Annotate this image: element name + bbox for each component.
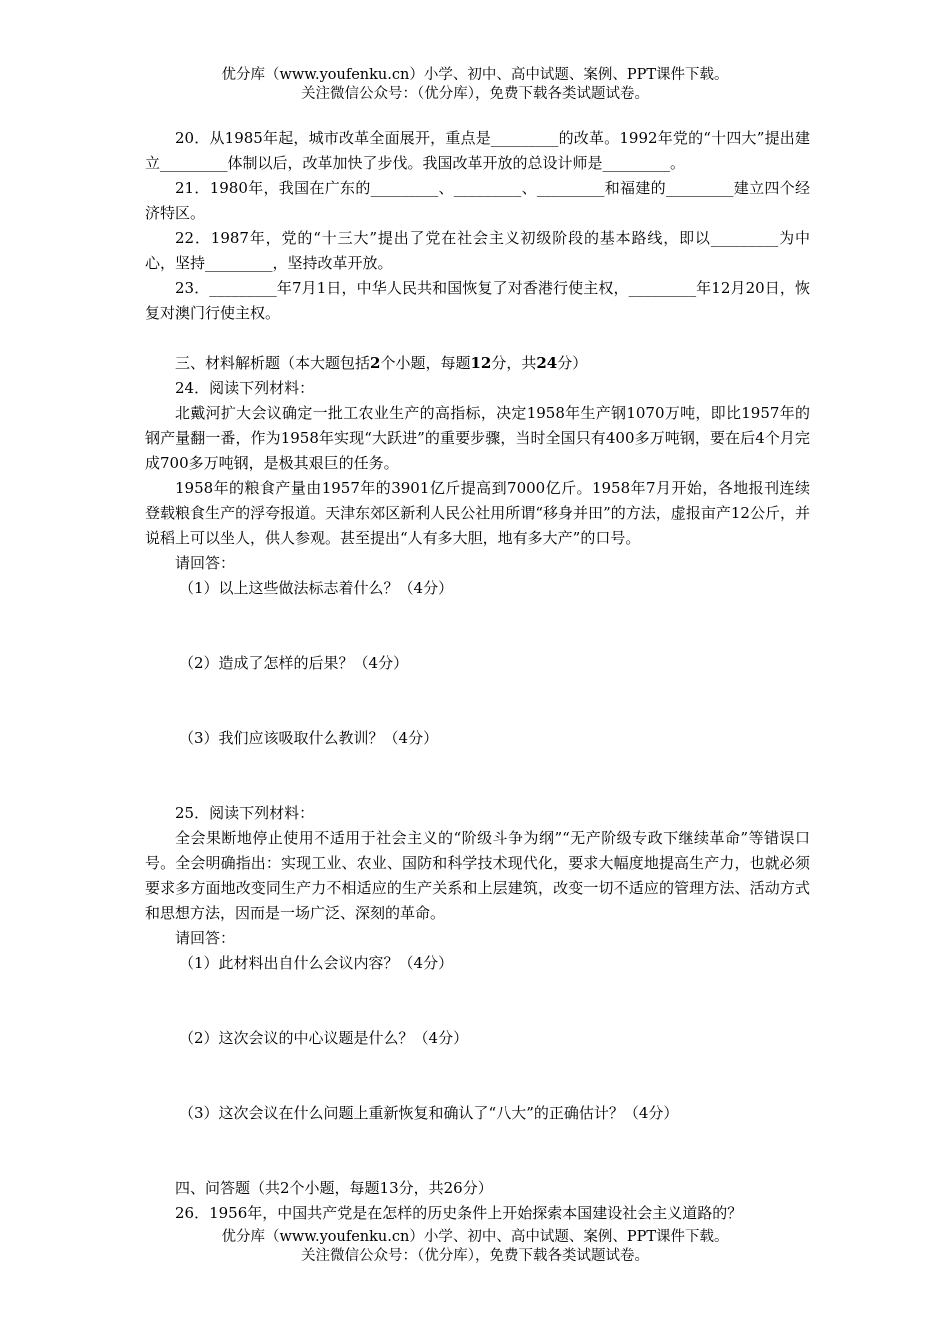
page-header — [0, 66, 950, 104]
section-3-title — [145, 351, 810, 376]
question-24-material-2: 1958年的粮食产量由1957年的3901亿斤提高到7000亿斤。1958年7月开始，各地报刊连续登载粮食生产的浮夸报道。天津东郊区新利人民公社用所谓“移身并田”的方法，虚报亩产12公斤，并说稻上可以坐人，供人参观。甚至提出“人有多大胆，地有多大产”的口号。 — [145, 479, 810, 547]
question-26: 26．1956年，中国共产党是在怎样的历史条件上开始探索本国建设社会主义道路的？ — [175, 1204, 743, 1222]
section-3-title-a: 三、材料解析题（本大题包括 — [175, 354, 371, 372]
section-3-title-b: 个小题，每题 — [380, 354, 471, 372]
question-22: 22．1987年，党的“十三大”提出了党在社会主义初级阶段的基本路线，即以_________为中心，坚持_________，坚持改革开放。 — [145, 229, 810, 272]
question-24-sub-3: （3）我们应该吸取什么教训？（4分） — [179, 729, 439, 747]
question-21: 21．1980年，我国在广东的_________、_________、_________和福建的_________建立四个经济特区。 — [145, 179, 810, 222]
footer-line-1: 优分库（www.youfenku.cn）小学、初中、高中试题、案例、PPT课件下载。 — [221, 1229, 729, 1245]
header-line-1: 优分库（www.youfenku.cn）小学、初中、高中试题、案例、PPT课件下载。 — [221, 67, 729, 83]
question-24-intro: 24．阅读下列材料： — [175, 379, 315, 397]
question-25-material-1: 全会果断地停止使用不适用于社会主义的“阶级斗争为纲”“无产阶级专政下继续革命”等错误口号。全会明确指出：实现工业、农业、国防和科学技术现代化，要求大幅度地提高生产力，也就必须要求多方面地改变同生产力不相适应的生产关系和上层建筑，改变一切不适应的管理方法、活动方式和思想方法，因而是一场广泛、深刻的革命。 — [145, 829, 810, 922]
header-line-2: 关注微信公众号：（优分库），免费下载各类试题试卷。 — [301, 86, 649, 102]
question-25-intro: 25．阅读下列材料： — [175, 804, 315, 822]
question-25-sub-2: （2）这次会议的中心议题是什么？（4分） — [179, 1029, 469, 1047]
question-25-ask: 请回答： — [175, 929, 236, 947]
question-23: 23．_________年7月1日，中华人民共和国恢复了对香港行使主权，_________年12月20日，恢复对澳门行使主权。 — [145, 279, 810, 322]
section-3-count: 2 — [370, 354, 381, 372]
section-3-title-d: 分） — [557, 354, 588, 372]
footer-line-2: 关注微信公众号：（优分库），免费下载各类试题试卷。 — [301, 1248, 649, 1264]
exam-body — [145, 126, 810, 1226]
section-4-title: 四、问答题（共2个小题，每题13分，共26分） — [175, 1179, 493, 1197]
question-24-sub-1: （1）以上这些做法标志着什么？（4分） — [179, 579, 454, 597]
section-3-points-each: 12 — [470, 354, 492, 372]
section-3-title-c: 分，共 — [491, 354, 537, 372]
question-20: 20．从1985年起，城市改革全面展开，重点是_________的改革。1992年党的“十四大”提出建立_________体制以后，改革加快了步伐。我国改革开放的总设计师是_________。 — [145, 129, 810, 172]
question-24-sub-2: （2）造成了怎样的后果？（4分） — [179, 654, 409, 672]
page-footer — [0, 1228, 950, 1266]
question-24-ask: 请回答： — [175, 554, 236, 572]
question-24-material-1: 北戴河扩大会议确定一批工农业生产的高指标，决定1958年生产钢1070万吨，即比1957年的钢产量翻一番，作为1958年实现“大跃进”的重要步骤，当时全国只有400多万吨钢，要在后4个月完成700多万吨钢，是极其艰巨的任务。 — [145, 404, 810, 472]
section-3-points-total: 24 — [536, 354, 558, 372]
question-25-sub-3: （3）这次会议在什么问题上重新恢复和确认了“八大”的正确估计？（4分） — [179, 1104, 679, 1122]
question-25-sub-1: （1）此材料出自什么会议内容？（4分） — [179, 954, 454, 972]
